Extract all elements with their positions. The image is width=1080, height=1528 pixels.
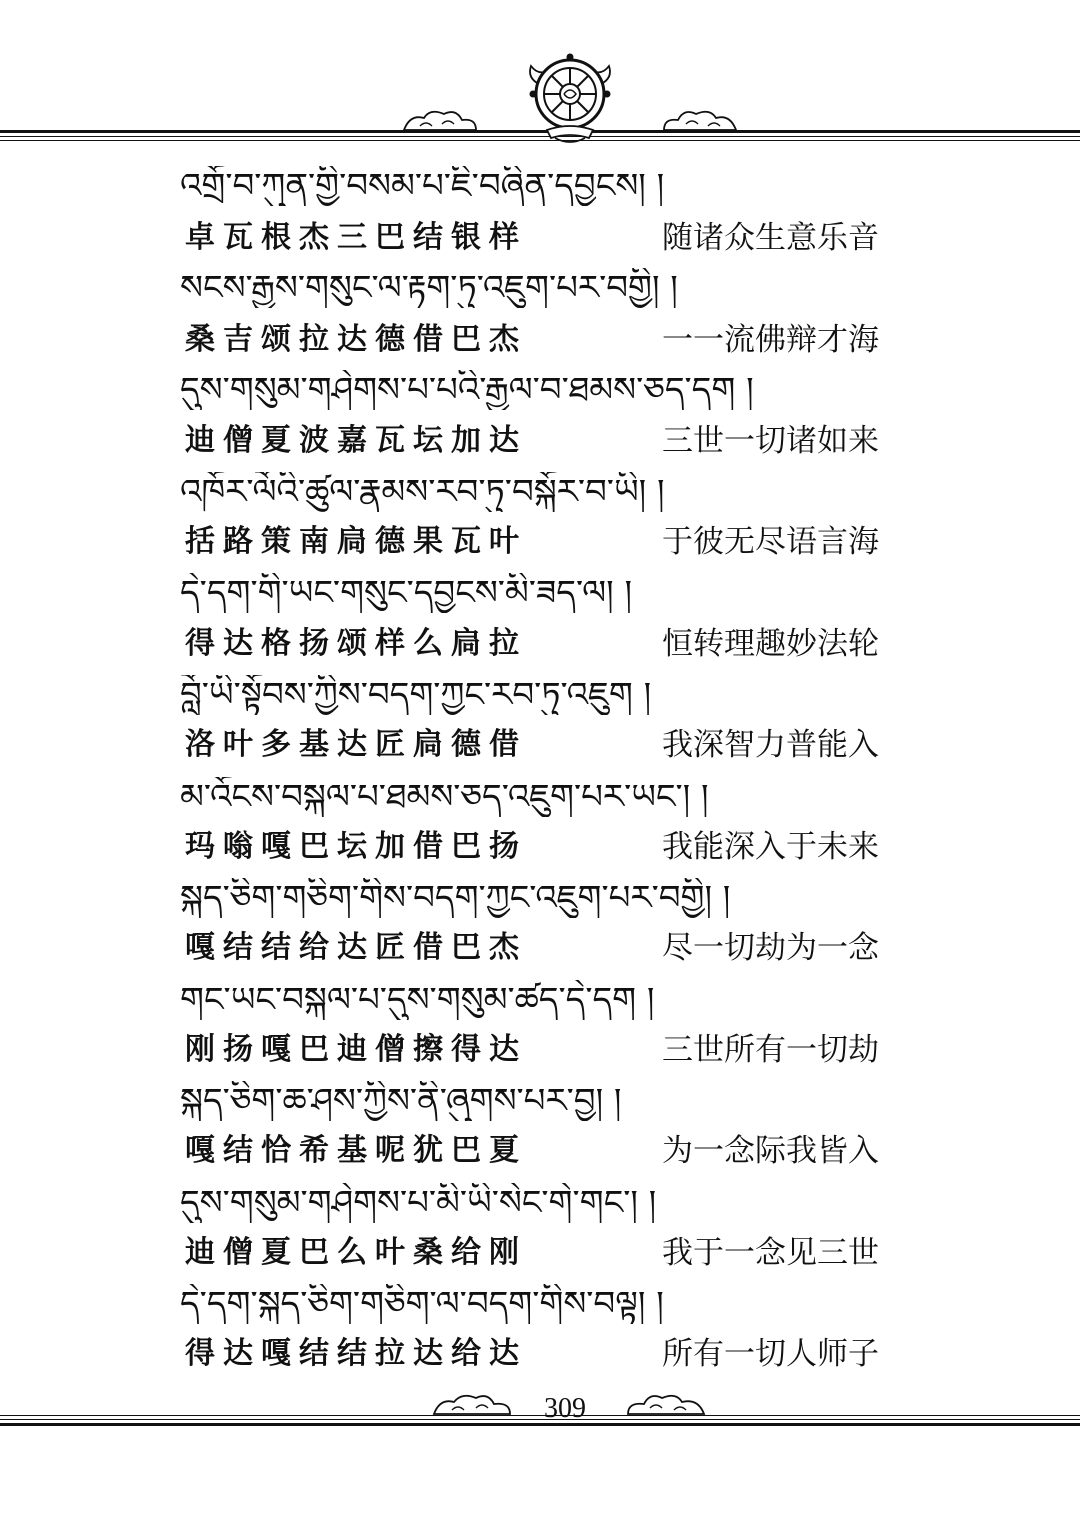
verse-8-tibetan: སྐད་ཅིག་གཅིག་གིས་བདག་ཀྱང་འཇུག་པར་བགྱི། ། [180,878,731,918]
verse-4-transliteration: 括路策南扃德果瓦叶 [185,524,527,559]
cloud-ornament-icon [400,106,480,140]
verse-1-transliteration: 卓瓦根杰三巴结银样 [185,220,527,255]
verse-2-transliteration: 桑吉颂拉达德借巴杰 [185,322,527,357]
verse-11-chinese: 我于一念见三世 [662,1235,879,1271]
verse-3-tibetan: དུས་གསུམ་གཤེགས་པ་པའི་རྒྱལ་བ་ཐམས་ཅད་དག ། [180,370,754,410]
verse-10-chinese: 为一念际我皆入 [662,1133,879,1169]
verse-12-chinese: 所有一切人师子 [662,1336,879,1372]
verse-6-tibetan: བློ་ཡི་སྟོབས་ཀྱིས་བདག་ཀྱང་རབ་ཏུ་འཇུག ། [180,675,652,715]
verse-8-transliteration: 嘎结结给达匠借巴杰 [185,930,527,965]
verse-7-transliteration: 玛嗡嘎巴坛加借巴扬 [185,829,527,864]
verse-9-transliteration: 刚扬嘎巴迪僧擦得达 [185,1032,527,1067]
verse-3-transliteration: 迪僧夏波嘉瓦坛加达 [185,423,527,458]
verse-4-chinese: 于彼无尽语言海 [662,524,879,560]
verse-7-chinese: 我能深入于未来 [662,829,879,865]
verse-2-tibetan: སངས་རྒྱས་གསུང་ལ་རྟག་ཏུ་འཇུག་པར་བགྱི། ། [180,268,678,308]
verse-3-chinese: 三世一切诸如来 [662,423,879,459]
verse-5-chinese: 恒转理趣妙法轮 [662,626,879,662]
verse-1-chinese: 随诸众生意乐音 [662,220,879,256]
verse-2-chinese: 一一流佛辩才海 [662,322,879,358]
verse-9-tibetan: གང་ཡང་བསྐལ་པ་དུས་གསུམ་ཚད་དེ་དག ། [180,980,655,1020]
verse-1-tibetan: འགྲོ་བ་ཀུན་གྱི་བསམ་པ་ཇི་བཞིན་དབྱངས། ། [180,166,665,206]
verse-11-tibetan: དུས་གསུམ་གཤེགས་པ་མི་ཡི་སེང་གེ་གང་། ། [180,1183,657,1223]
verse-6-chinese: 我深智力普能入 [662,727,879,763]
page-number: 309 [544,1393,586,1424]
verse-4-tibetan: འཁོར་ལོའི་ཚུལ་རྣམས་རབ་ཏུ་བསྐོར་བ་ཡི། ། [180,472,665,512]
verse-10-transliteration: 嘎结恰希基呢犹巴夏 [185,1133,527,1168]
verse-6-transliteration: 洛叶多基达匠扃德借 [185,727,527,762]
verse-12-transliteration: 得达嘎结结拉达给达 [185,1336,527,1371]
cloud-ornament-icon [660,106,740,140]
verse-7-tibetan: མ་འོངས་བསྐལ་པ་ཐམས་ཅད་འཇུག་པར་ཡང་། ། [180,777,709,817]
dharma-wheel-icon [525,48,615,154]
verse-12-tibetan: དེ་དག་སྐད་ཅིག་གཅིག་ལ་བདག་གིས་བལྟ། ། [180,1284,664,1324]
verse-5-transliteration: 得达格扬颂样么扃拉 [185,626,527,661]
verse-5-tibetan: དེ་དག་གི་ཡང་གསུང་དབྱངས་མི་ཟད་ལ། ། [180,573,632,613]
cloud-ornament-icon [624,1390,708,1422]
verse-11-transliteration: 迪僧夏巴么叶桑给刚 [185,1235,527,1270]
verse-10-tibetan: སྐད་ཅིག་ཆ་ཤས་ཀྱིས་ནི་ཞུགས་པར་བྱ། ། [180,1081,622,1121]
verse-9-chinese: 三世所有一切劫 [662,1032,879,1068]
verse-8-chinese: 尽一切劫为一念 [662,930,879,966]
